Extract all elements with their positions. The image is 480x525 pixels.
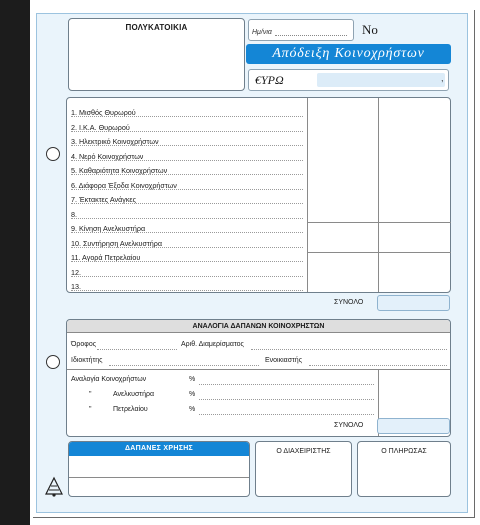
- usage-expenses-label: ΔΑΠΑΝΕΣ ΧΡΗΣΗΣ: [69, 442, 249, 456]
- expense-item: 1. Μισθός Θυρωρού: [71, 108, 136, 117]
- administrator-label: Ο ΔΙΑΧΕΙΡΙΣΤΗΣ: [276, 448, 331, 455]
- item-line: [71, 232, 303, 233]
- binding-spine: [0, 0, 30, 525]
- ditto-mark: ": [89, 391, 92, 398]
- date-label: Ημ/νια: [252, 29, 272, 36]
- amount-separator: ,: [441, 73, 444, 83]
- building-title: ΠΟΛΥΚΑΤΟΙΚΙΑ: [125, 23, 188, 32]
- item-line: [71, 247, 303, 248]
- floor-label: Όροφος: [71, 341, 97, 348]
- item-line: [71, 276, 303, 277]
- usage-expenses-divider: [69, 477, 249, 478]
- expense-item: 9. Κίνηση Ανελκυστήρα: [71, 224, 146, 233]
- punch-hole-top: [46, 147, 60, 161]
- expense-item: 3. Ηλεκτρικό Κοινοχρήστων: [71, 137, 159, 146]
- amount-input-area[interactable]: [317, 73, 445, 87]
- item-line: [71, 174, 303, 175]
- expense-item: 5. Καθαριότητα Κοινοχρήστων: [71, 166, 168, 175]
- apartment-number-line: [251, 349, 447, 350]
- item-line: [71, 160, 303, 161]
- ditto-mark: ": [89, 406, 92, 413]
- administrator-signature-box[interactable]: [255, 441, 352, 497]
- apartment-number-label: Αριθ. Διαμερίσματος: [181, 341, 244, 348]
- item-line: [71, 131, 303, 132]
- usage-expenses-box[interactable]: [68, 441, 250, 497]
- expense-item: 13.: [71, 282, 81, 291]
- payer-label: Ο ΠΛΗΡΩΣΑΣ: [381, 448, 427, 455]
- ratio-common-line: [199, 384, 374, 385]
- ratio-elevator-label: Ανελκυστήρα: [113, 391, 154, 398]
- ratio-total-label: ΣΥΝΟΛΟ: [334, 422, 364, 429]
- item-line: [71, 116, 303, 117]
- item-line: [71, 189, 303, 190]
- receipt-number-label: Νο: [362, 22, 378, 37]
- item-line: [71, 145, 303, 146]
- page-edge-bottom: [33, 516, 475, 518]
- payer-signature-box[interactable]: [357, 441, 451, 497]
- row-divider-1: [307, 222, 451, 223]
- date-field[interactable]: [248, 19, 354, 41]
- total-amount-box[interactable]: [377, 295, 450, 311]
- ratio-title: ΑΝΑΛΟΓΙΑ ΔΑΠΑΝΩΝ ΚΟΙΝΟΧΡΗΣΤΩΝ: [67, 320, 450, 333]
- building-box[interactable]: [68, 18, 245, 91]
- ratio-divider: [67, 369, 450, 370]
- item-line: [71, 261, 303, 262]
- publisher-logo-icon: [44, 474, 64, 498]
- row-divider-2: [307, 252, 451, 253]
- tenant-label: Ενοικιαστής: [265, 357, 303, 364]
- floor-line: [97, 349, 177, 350]
- currency-label: €ΥΡΩ: [255, 73, 284, 87]
- ratio-fuel-line: [199, 414, 374, 415]
- page-edge-right: [471, 10, 475, 518]
- item-line: [71, 203, 303, 204]
- total-label: ΣΥΝΟΛΟ: [334, 299, 364, 306]
- percent-sign: %: [189, 376, 196, 383]
- punch-hole-bottom: [46, 355, 60, 369]
- expense-items-panel: [66, 97, 451, 293]
- expense-item: 6. Διάφορα Έξοδα Κοινοχρήστων: [71, 181, 177, 190]
- expense-item: 7. Έκτακτες Ανάγκες: [71, 195, 137, 204]
- ratio-total-amount-box[interactable]: [377, 418, 450, 434]
- ratio-elevator-line: [199, 399, 374, 400]
- percent-sign: %: [189, 406, 196, 413]
- ratio-common-label: Αναλογία Κοινοχρήστων: [71, 376, 147, 383]
- item-line: [71, 290, 303, 291]
- date-line: [275, 35, 347, 36]
- tenant-line: [309, 365, 447, 366]
- owner-label: Ιδιοκτήτης: [71, 357, 103, 364]
- column-divider-2: [378, 98, 379, 292]
- item-line: [71, 218, 303, 219]
- column-divider-1: [307, 98, 308, 292]
- percent-sign: %: [189, 391, 196, 398]
- expense-item: 8.: [71, 210, 77, 219]
- owner-line: [109, 365, 259, 366]
- expense-item: 12.: [71, 268, 81, 277]
- ratio-fuel-label: Πετρελαίου: [113, 406, 148, 413]
- expense-item: 4. Νερό Κοινοχρήστων: [71, 152, 144, 161]
- expense-item: 2. Ι.Κ.Α. Θυρωρού: [71, 123, 130, 132]
- expense-item: 11. Αγορά Πετρελαίου: [71, 253, 141, 262]
- amount-field[interactable]: [248, 69, 449, 91]
- receipt-title-banner: Απόδειξη Κοινοχρήστων: [246, 44, 451, 64]
- expense-item: 10. Συντήρηση Ανελκυστήρα: [71, 239, 163, 248]
